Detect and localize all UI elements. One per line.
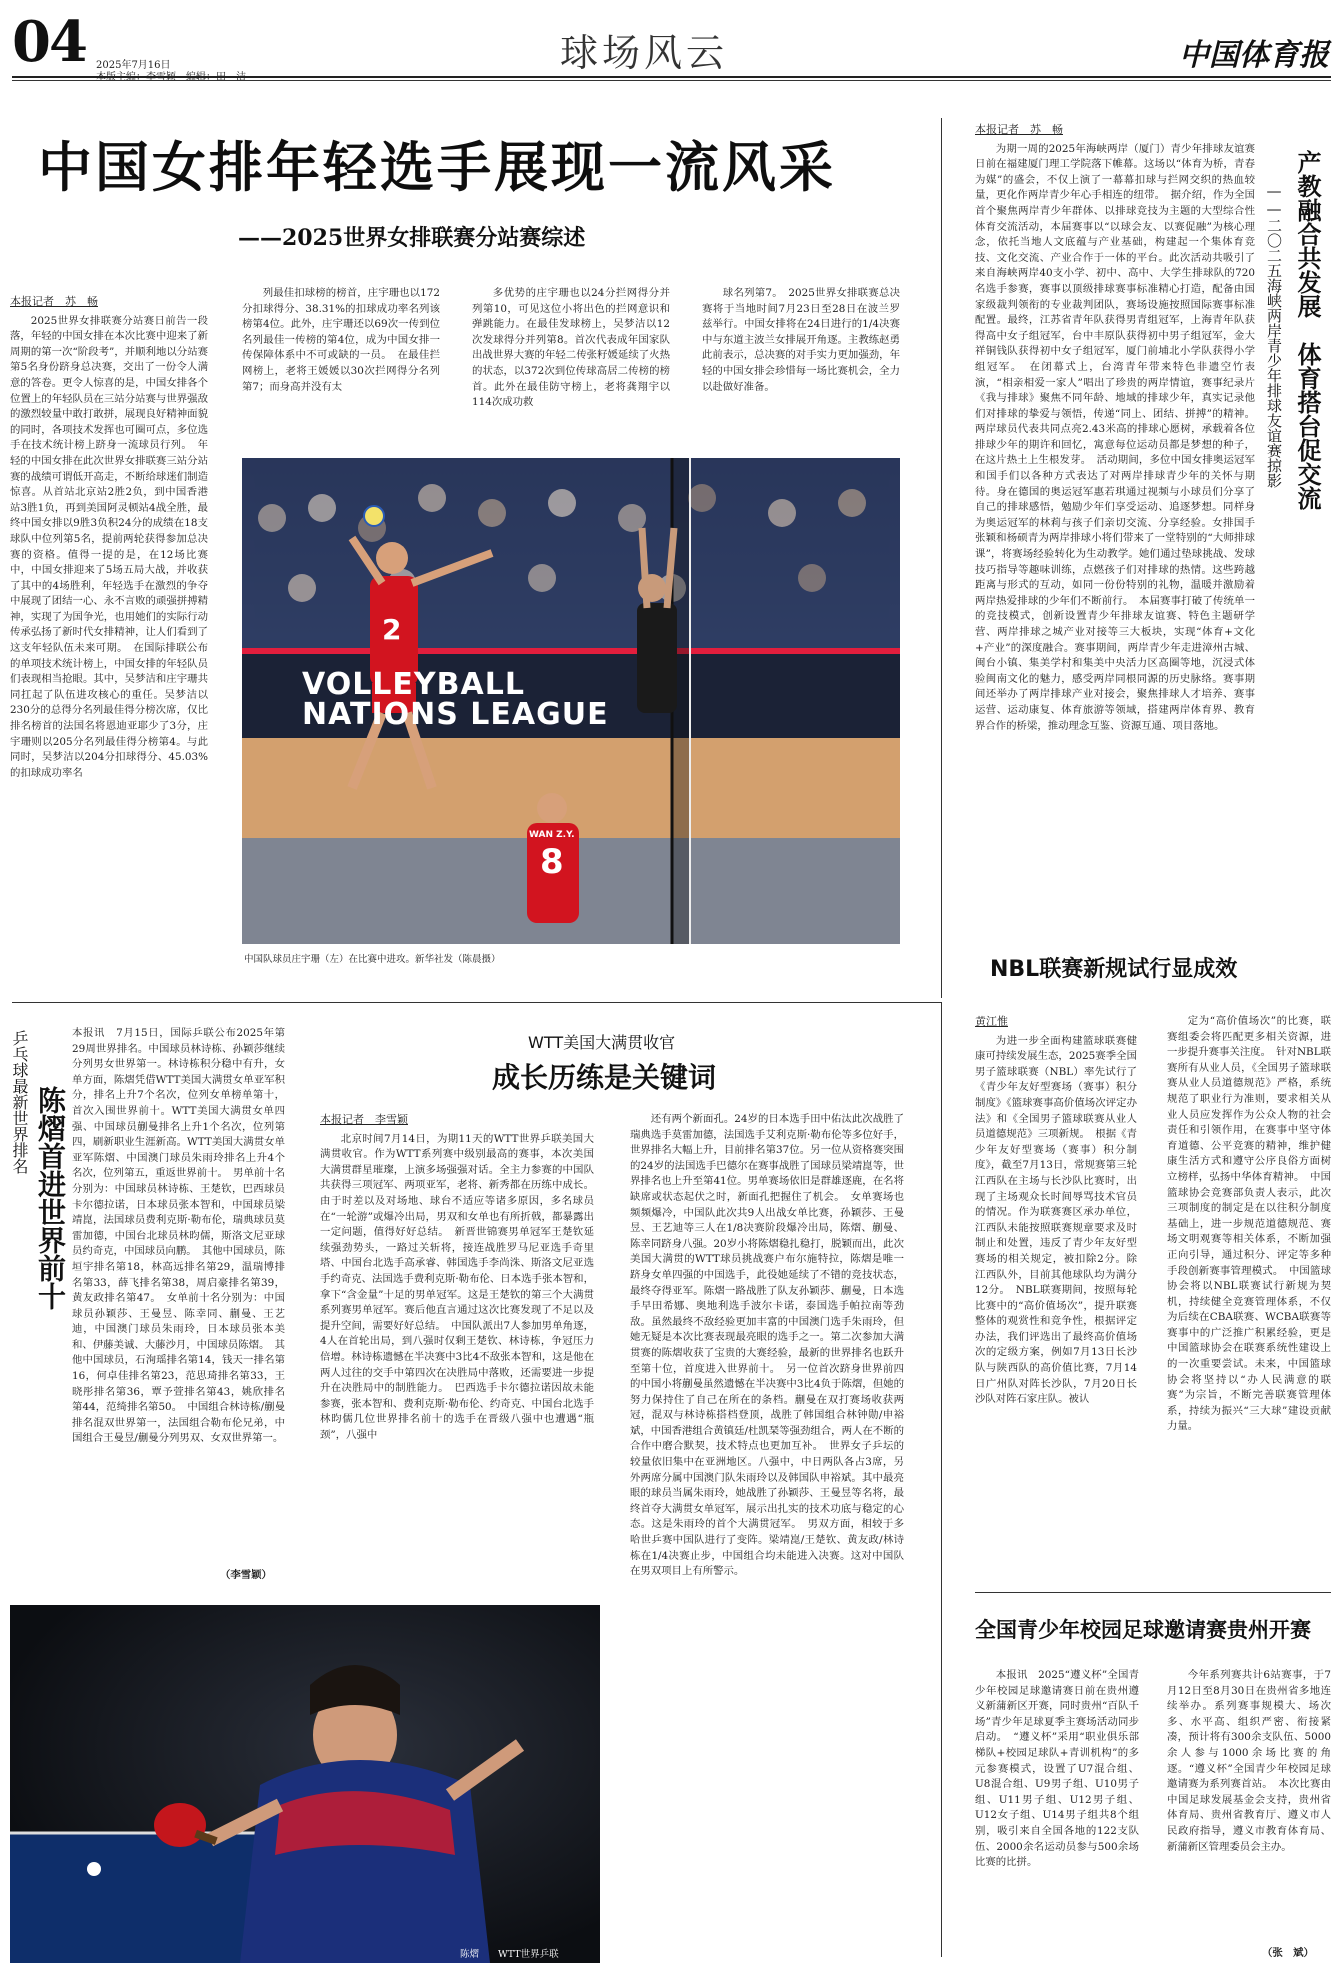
- paddle-icon: [154, 1803, 218, 1847]
- volleyball-photo: [242, 458, 900, 944]
- wtt-column-2: [630, 1112, 904, 1956]
- nbl-byline: 黄江惟: [975, 1015, 1008, 1028]
- wtt-byline: 本报记者 李雪颖: [320, 1113, 408, 1126]
- volleyball-column-4: [702, 286, 900, 441]
- football-column-1: [975, 1668, 1139, 1948]
- wtt-body-1: 北京时间7月14日，为期11天的WTT世界乒联美国大满贯收官。作为WTT系列赛中级别最高的赛事，本次美国大满贯群星璀璨，上演多场强强对话。全主力参赛的中国队共获得三项冠军、两项亚军，老将、新秀都在历练中成长。由于时差以及对场地、球台不适应等诸多原因，多名球员在“一轮游”或爆冷出局，男双和女单也有所折戟，都暴露出一定问题，值得好好总结。 新晋世锦赛男单冠军王楚钦延续强劲势头，一路过关斩将，接连战胜罗马尼亚选手奇里塔、中国台北选手高承睿、韩国选手李尚洙、斯洛文尼亚选手约奇克、法国选手费利克斯·勒布伦、日本选手张本智和，拿下“含金量”十足的男单冠军。这是王楚钦的第三个大满贯系列赛男单冠军。赛后他直言通过这次比赛发现了不足以及提升空间，需要好好总结。 中国队派出7人参加男单角逐，4人在首轮出局，到八强时仅剩王楚钦、林诗栋，争冠压力倍增。林诗栋遗憾在半决赛中3比4不敌张本智和，这是他在两人过往的交手中第四次在决胜局中落败，还需要进一步提升在决胜局中的制胜能力。 巴西选手卡尔德拉诺因故未能参赛，张本智和、费利克斯·勒布伦、约奇克、中国台北选手林昀儒几位世界排名前十的选手在晋级八强中也遭遇“瓶颈”，八强中: [320, 1132, 594, 1441]
- nbl-headline: NBL联赛新规试行显成效: [990, 957, 1238, 982]
- page-header: [0, 0, 1343, 83]
- wtt-body-2: 还有两个新面孔。24岁的日本选手田中佑汰此次战胜了瑞典选手莫雷加德，法国选手艾利克斯·勒布伦等多位好手，世界排名大幅上升，目前排名第37位。另一位从资格赛突围的24岁的法国选手巴德尔在赛事战胜了国球员梁靖崑等，世界排名也上升至第41位。男单赛场依旧是群雄逐鹿，在名将缺席或状态起伏之时，新面孔把握住了机会。 女单赛场也频频爆冷，中国队此次共9人出战女单比赛，孙颖莎、王曼昱、王艺迪等三人在1/8决赛阶段爆冷出局，陈熠、蒯曼、陈幸同跻身八强。20岁小将陈熠稳扎稳打，脱颖而出，此次美国大满贯的WTT球员挑战赛户布尔施特拉，陈熠是唯一跻身女单四强的中国选手，此役她延续了不错的竞技状态，最终夺得亚军。陈熠一路战胜了队友孙颖莎、蒯曼，日本选手早田希娜、奥地利选手波尔卡诺，泰国选手帕拉南等劲敌。虽然最终不敌经验更加丰富的中国澳门选手朱雨玲，但她无疑是本次比赛表现最亮眼的选手之一。第二次参加大满贯赛的陈熠收获了宝贵的大赛经验，最新的世界排名也跃升至第十位，首度进入世界前十。 另一位首次跻身世界前四的中国小将蒯曼虽然遗憾在半决赛中3比4负于陈熠，但她的努力保持住了自己在所在的条档。蒯曼在双打赛场收获两冠，混双与林诗栋搭档登顶，战胜了韩国组合林钟勋/申裕斌，中国香港组合黄镇廷/杜凯琹等强劲组合，两人在不断的合作中磨合默契，技术特点也更加互补。 世界女子乒坛的较量依旧集中在亚洲地区。八强中，中日两队各占3席，另外两席分属中国澳门队朱雨玲以及韩国队申裕斌。其中最亮眼的球员当属朱雨玲，她战胜了孙颖莎、王曼昱等名将，最终首夺大满贯女单冠军，展示出扎实的技术功底与稳定的心态。这是朱雨玲的首个大满贯冠军。 男双方面，相较于多哈世乒赛中国队进行了变阵。梁靖崑/王楚钦、黄友政/林诗栋在1/4决赛止步，中国组合均未能进入决赛。这对中国队在男双项目上有所警示。: [630, 1113, 904, 1578]
- volleyball-subheadline: ——2025世界女排联赛分站赛综述: [238, 225, 586, 251]
- wtt-headline: 成长历练是关键词: [492, 1061, 717, 1094]
- football-author: （张 斌）: [1262, 1947, 1314, 1959]
- table-tennis-photo: [10, 1605, 600, 1963]
- cross-strait-headline: 产教融合共发展 体育搭台促交流: [1293, 150, 1321, 510]
- cross-strait-subheadline: ——二〇二五海峡两岸青少年排球友谊赛掠影: [1265, 182, 1283, 488]
- volleyball-body-2: 列最佳扣球榜的榜首，庄宇珊也以172分扣球得分、38.31%的扣球成功率名列该榜第4位。此外，庄宇珊还以69次一传到位名列最佳一传榜的第4位，成为中国女排一传保障体系中不可或缺的一员。 在最佳拦网榜上，老将王媛媛以30次拦网得分名列第7；而身高并没有太: [242, 287, 440, 393]
- masthead-logo: 中国体育报: [1179, 38, 1329, 73]
- volleyball-column-3: [472, 286, 670, 441]
- cross-strait-byline: 本报记者 苏 畅: [975, 123, 1063, 136]
- jersey-number-8: 8: [540, 842, 564, 882]
- football-headline: 全国青少年校园足球邀请赛贵州开赛: [975, 1618, 1311, 1642]
- volleyball-body-3: 多优势的庄宇珊也以24分拦网得分并列第10，可见这位小将出色的拦网意识和弹跳能力。在最佳发球榜上，吴梦洁以12次发球得分并列第8。首次代表成年国家队出战世界大赛的年轻二传张籽媛延续了火热的状态，以372次到位传球高居二传榜的榜首。此外在最佳防守榜上，老将龚翔宇以114次成功救: [472, 287, 670, 409]
- tt-ranking-body: 本报讯 7月15日，国际乒联公布2025年第29周世界排名。中国球员林诗栋、孙颖莎继续分列男女世界第一。林诗栋积分稳中有升，女单方面，陈熠凭借WTT美国大满贯女单亚军积分，排名上升7个名次，位列女单榜单第十，首次入围世界前十。WTT美国大满贯女单四强、中国球员蒯曼排名上升1个名次，位列第四，刷新职业生涯新高。WTT美国大满贯女单亚军陈熠、中国澳门球员朱雨玲排名上升4个名次，位列第五，重返世界前十。 男单前十名分别为：中国球员林诗栋、王楚钦，巴西球员卡尔德拉诺，日本球员张本智和，中国球员梁靖崑，法国球员费利克斯·勒布伦，瑞典球员莫雷加德，中国台北球员林昀儒，斯洛文尼亚球员约奇克，中国球员向鹏。 其他中国球员，陈垣宇排名第18，林高远排名第29，温瑞博排名第33，薛飞排名第38，周启豪排名第39，黄友政排名第47。 女单前十名分别为：中国球员孙颖莎、王曼昱、陈幸同、蒯曼、王艺迪，中国澳门球员朱雨玲，日本球员张本美和、伊藤美诚、大藤沙月，中国球员陈熠。 其他中国球员，石洵瑶排名第14，钱天一排名第16，何卓佳排名第23，范思琦排名第33，王晓彤排名第36，覃予萱排名第43，姚欣排名第44，范绮排名第50。 中国组合林诗栋/蒯曼排名混双世界第一，法国组合勒布伦兄弟，中国组合王曼昱/蒯曼分列男双、女双世界第一。: [72, 1027, 285, 1445]
- football-body-2: 今年系列赛共计6站赛事，于7月12日至8月30日在贵州省多地连续举办。系列赛事规模大、场次多、水平高、组织严密、衔接紧凑，预计将有300余支队伍、5000余人参与1000余场比赛的角逐。“遵义杯”全国青少年校园足球邀请赛为系列赛首站。 本次比赛由中国足球发展基金会支持，贵州省体育局、贵州省教育厅、遵义市人民政府指导，遵义市教育体育局、新蒲新区管理委员会主办。: [1167, 1669, 1331, 1853]
- volleyball-byline: 本报记者 苏 畅: [10, 295, 98, 308]
- page-number: 04: [12, 9, 86, 75]
- vnl-banner: VOLLEYBALL NATIONS LEAGUE: [302, 667, 609, 732]
- volleyball-column-1: [10, 294, 208, 994]
- nbl-column-2: [1167, 1014, 1331, 1574]
- tt-ranking-kicker: 乒乓球最新世界排名: [10, 1030, 29, 1174]
- football-column-2: [1167, 1668, 1331, 1948]
- wtt-column-1: [320, 1112, 594, 1592]
- wtt-kicker: WTT美国大满贯收官: [528, 1033, 676, 1052]
- volleyball-body-4: 球名列第7。 2025世界女排联赛总决赛将于当地时间7月23日至28日在波兰罗兹举行。中国女排将在24日进行的1/4决赛中与东道主波兰女排展开角逐。主教练赵勇此前表示，总决赛的对手实力更加强劲，年轻的中国女排会珍惜每一场比赛机会，全力以赴做好准备。: [702, 287, 900, 393]
- cross-strait-body: 为期一周的2025年海峡两岸（厦门）青少年排球友谊赛日前在福建厦门理工学院落下帷幕。这场以“体育为桥，青春为媒”的盛会，不仅上演了一幕幕扣球与拦网交织的热血较量，更化作两岸青少年心手相连的纽带。 据介绍，作为全国首个聚焦两岸青少年群体、以排球竞技为主题的大型综合性体育交流活动，本届赛事以“以球会友、以赛促融”为核心理念，依托当地人文底蕴与产业基础，构建起一个集体育竞技、文化交流、产业合作于一体的平台。此次活动共吸引了来自海峡两岸40支小学、初中、高中、大学生排球队的720名选手参赛，赛事以顶级排球赛事标准精心打造，配备由国家级裁判领衔的专业裁判团队，赛场设施按照国际赛事标准配置。最终，江苏省青年队获得男青组冠军，上海青年队获得高中女子组冠军，台中丰原队获得初中男子组冠军，金大祥铜钱队获得初中女子组冠军，厦门前埔北小学队获得小学组冠军。 在闭幕式上，台湾青年带来特色非遗空竹表演，“相亲相爱一家人”唱出了珍贵的两岸情谊，赛事纪录片《我与排球》聚焦不同年龄、地域的排球少年，真实记录他们对排球的挚爱与领悟，传递“同上、团结、拼搏”的精神。两岸球员代表共同点亮2.43米高的排球心愿树，承载着各位排球少年的期许和回忆，寓意每位运动员都是梦想的种子，在这片热土上生根发芽。 活动期间，多位中国女排奥运冠军和国手们以各种方式表达了对两岸排球青少年的关怀与期待。身在德国的奥运冠军惠若琪通过视频与小球员们分享了自己的排球感悟，勉励少年们享受运动、追逐梦想。同样身为奥运冠军的林莉与孩子们亲切交流、分享经验。女排国手张颖和杨硕青为两岸排球小将们带来了一堂特别的“大师排球课”，将赛场经验转化为生动教学。她们通过垫球挑战、发球技巧指导等趣味训练，点燃孩子们对排球的热情。这些跨越距离与形式的互动，如同一份份特别的礼物，温暖并激励着两岸热爱排球的少年们不断前行。 本届赛事打破了传统单一的竞技模式，创新设置青少年排球友谊赛、特色主题研学营、两岸排球之城产业对接等三大板块，实现“体育+文化+产业”的深度融合。赛事期间，两岸青少年走进漳州古城、闽台小镇、集美学村和集美中央活力区高圈等地，沉浸式体验闽南文化的魅力，感受两岸同根同源的历史脉络。赛事期间还举办了两岸排球产业对接会，聚焦排球人才培养、赛事运营、运动康复、体育旅游等领域，搭建两岸体育界、教育界合作的桥梁，推动理念互鉴、资源互通、项目落地。: [975, 142, 1255, 732]
- volleyball-headline: 中国女排年轻选手展现一流风采: [38, 136, 836, 199]
- player-chen-yi: [210, 1665, 520, 1963]
- jersey-name-wan: WAN Z.Y.: [529, 830, 575, 840]
- issue-date: 2025年7月16日: [96, 60, 171, 71]
- tt-ranking-column: [10, 1026, 285, 1576]
- page-editors: 本版主编：李雪颖 编辑：田 洁: [96, 72, 246, 83]
- volleyball-column-2: [242, 286, 440, 441]
- nbl-body-2: 定为“高价值场次”的比赛，联赛组委会将匹配更多相关资源，进一步提升赛事关注度。 针对NBL联赛所有从业人员，《全国男子篮球联赛从业人员道德规范》严格，系统规范了职业行为准则，要求相关从业人员应发挥作为公众人物的社会责任和引领作用，在赛事中坚守体育道德、公平竞赛的精神，维护健康生活方式和遵守公序良俗方面树立榜样，弘扬中华体育精神。 中国篮球协会竞赛部负责人表示，此次三项制度的制定是在以往积分制度基础上，进一步规范道德规范、赛场文明观赛等相关体系，不断加强正向引导，通过积分、评定等多种手段创新赛事管理模式。 中国篮球协会将以NBL联赛试行新规为契机，持续健全竞赛管理体系，不仅为后续在CBA联赛、WCBA联赛等赛事中的广泛推广积累经验，更是中国篮球协会在联赛系统性建设上的一次重要尝试。未来，中国篮球协会将坚持以“办人民满意的联赛”为宗旨，不断完善联赛管理体系，持续为振兴“三大球”建设贡献力量。: [1167, 1015, 1331, 1433]
- section-title: 球场风云: [560, 31, 729, 75]
- cross-strait-column: [975, 122, 1255, 922]
- volleyball-photo-caption: 中国队球员庄宇珊（左）在比赛中进攻。新华社发（陈晨摄）: [244, 954, 501, 965]
- volleyball-body-1: 2025世界女排联赛分站赛日前告一段落，年轻的中国女排在本次比赛中迎来了新周期的第一次“阶段考”，并顺利地以分站赛第5名身份跻身总决赛，交出了一份令人满意的答卷。更令人惊喜的是，中国女排各个位置上的年轻队员在三站分站赛与世界强敌的激烈较量中敢打敢拼，展现良好精神面貌的同时，各项技术发挥也可圈可点，多位选手在技术统计榜上跻身一流球员行列。 年轻的中国女排在此次世界女排联赛三站分站赛的战绩可谓低开高走，不断给球迷们制造惊喜。从首站北京站2胜2负，到中国香港站3胜1负，再到美国阿灵顿站4战全胜，最终中国女排以9胜3负积24分的成绩在18支球队中位列第5名，提前两轮获得参加总决赛的资格。值得一提的是，在12场比赛中，中国女排迎来了5场五局大战，并收获了其中的4场胜利，年轻选手在激烈的争夺中展现了团结一心、永不言败的顽强拼搏精神，实现了为国争光，也用她们的实际行动传承弘扬了新时代女排精神，让人们看到了这支年轻队伍未来可期。 在国际排联公布的单项技术统计榜上，中国女排的年轻队员们表现相当抢眼。其中，吴梦洁和庄宇珊共同扛起了队伍进攻核心的重任。吴梦洁以230分的总得分名列最佳得分榜次席，仅比排名榜首的法国名将恩迪亚耶少了3分，庄宇珊则以205分名列最佳得分榜第4。与此同时，吴梦洁以204分扣球得分、45.03%的扣球成功率名: [10, 314, 208, 779]
- crowd-background: [242, 458, 900, 648]
- table-tennis-photo-caption: 陈熠 WTT世界乒联: [460, 1949, 559, 1960]
- jersey-number-2: 2: [382, 613, 402, 646]
- nbl-body-1: 为进一步全面构建篮球联赛健康可持续发展生态，2025赛季全国男子篮球联赛（NBL）率先试行了《青少年友好型赛场（赛事）积分制度》《篮球赛事高价值场次评定办法》和《全国男子篮球联赛从业人员道德规范》三项新规。 根据《青少年友好型赛场（赛事）积分制度》，截至7月13日，常规赛第三轮江西队在主场与长沙队比赛时，出现了主场观众长时间辱骂技术官员的情况。作为联赛赛区承办单位，江西队未能按照联赛规章要求及时制止和处置，违反了青少年友好型赛场的相关规定，被扣除2分。除江西队外，目前其他球队均为满分12分。 NBL联赛期间，按照每轮比赛中的“高价值场次”，提升联赛整体的观赏性和竞争性，根据评定办法，我们评选出了最终高价值场次的定级方案，例如7月13日长沙队与陕西队的高价值比赛，7月14日广州队对阵长沙队，7月20日长沙队对阵石家庄队。被认: [975, 1034, 1137, 1406]
- nbl-column-1: [975, 1014, 1137, 1574]
- football-body-1: 本报讯 2025“遵义杯”全国青少年校园足球邀请赛日前在贵州遵义新蒲新区开赛，同时贵州“百队千场”青少年足球夏季主赛场活动同步启动。 “遵义杯”采用“职业俱乐部梯队+校园足球队+青训机构”的多元参赛模式，设置了U7混合组、U8混合组、U9男子组、U10男子组、U11男子组、U12男子组、U12女子组、U14男子组共8个组别，吸引来自全国各地的122支队伍、2000余名运动员参与500余场比赛的比拼。: [975, 1669, 1139, 1869]
- tt-ranking-headline: 陈熠首进世界前十: [34, 1086, 67, 1310]
- tt-ranking-author: （李雪颖）: [220, 1569, 272, 1581]
